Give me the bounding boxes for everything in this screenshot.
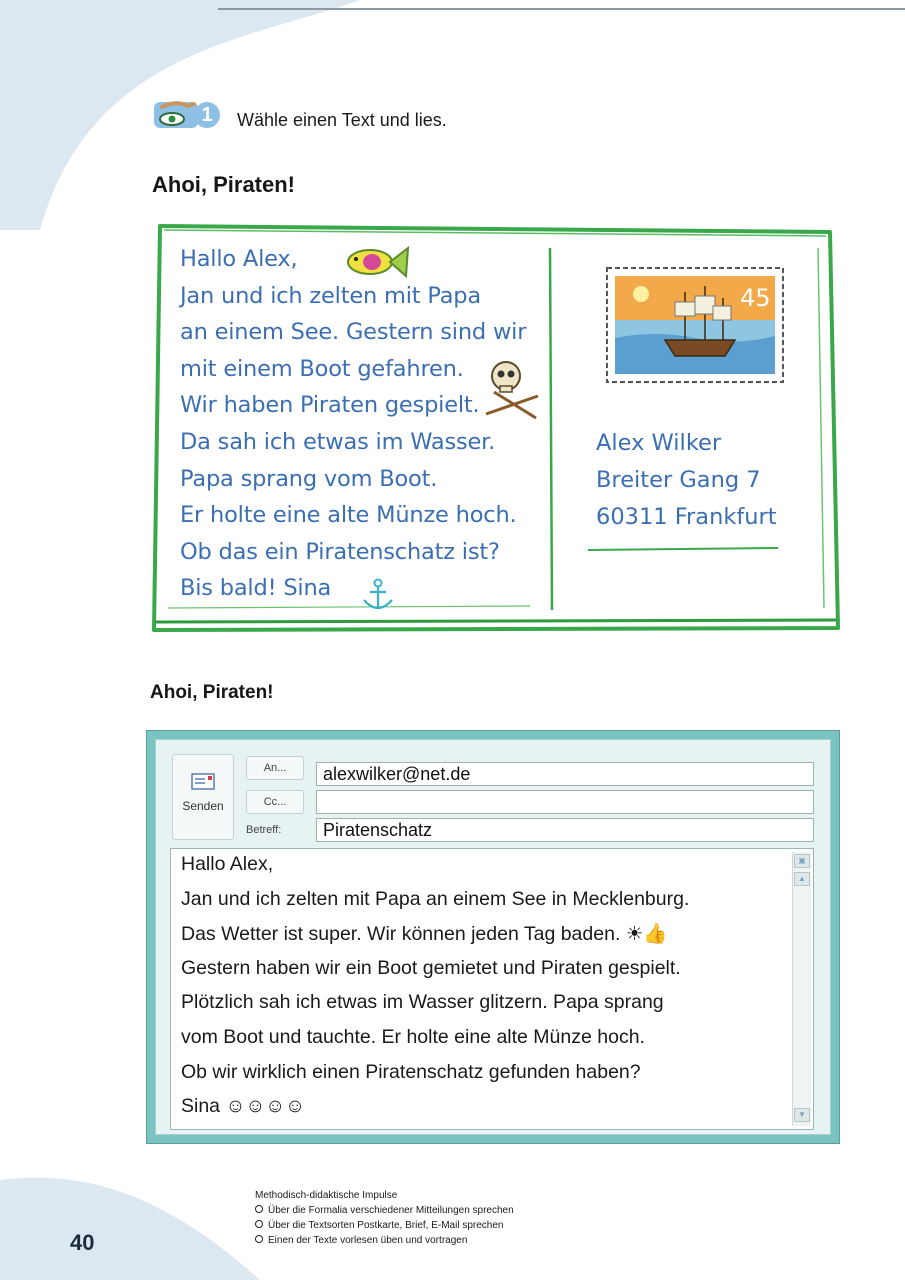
impulse-text: Über die Formalia verschiedener Mitteilungen sprechen: [268, 1205, 514, 1216]
postcard-line: Wir haben Piraten gespielt.: [180, 392, 480, 419]
postcard-line: Ob das ein Piratenschatz ist?: [180, 538, 500, 565]
postcard-line: an einem See. Gestern sind wir: [180, 319, 527, 346]
email-body-line: Sina ☺☺☺☺: [181, 1095, 306, 1118]
send-button[interactable]: [172, 754, 234, 840]
email-body-line: vom Boot und tauchte. Er holte eine alte Münze hoch.: [181, 1025, 645, 1048]
postcard: [150, 218, 840, 638]
email-body-line: Plötzlich sah ich etwas im Wasser glitzern. Papa sprang: [181, 991, 664, 1014]
postcard-line: Jan und ich zelten mit Papa: [180, 282, 481, 309]
postcard-line: Da sah ich etwas im Wasser.: [180, 428, 496, 455]
postcard-line: Bis bald! Sina: [180, 575, 332, 602]
email-body-line: Jan und ich zelten mit Papa an einem See in Mecklenburg.: [181, 887, 690, 910]
postcard-title: Ahoi, Piraten!: [152, 172, 296, 197]
email-body-line: Gestern haben wir ein Boot gemietet und Piraten gespielt.: [181, 956, 681, 979]
email-body-line: Ob wir wirklich einen Piratenschatz gefunden haben?: [181, 1060, 641, 1083]
page-number: 40: [70, 1230, 95, 1255]
address-line: Breiter Gang 7: [596, 467, 761, 493]
bullet-icon: [255, 1205, 263, 1213]
email-panel: [155, 739, 831, 1135]
scrollbar[interactable]: [792, 852, 811, 1126]
envelope-icon: [191, 771, 215, 791]
address-line: 60311 Frankfurt: [596, 504, 777, 530]
top-rule: [218, 8, 905, 10]
postcard-line: Er holte eine alte Münze hoch.: [180, 502, 517, 529]
cc-button[interactable]: Cc...: [246, 790, 304, 814]
didactic-impulses: [255, 1188, 514, 1248]
expand-icon[interactable]: ▣: [794, 854, 810, 868]
stamp-value: 45: [740, 284, 771, 312]
email-body-text: [181, 853, 689, 1130]
anchor-icon: [358, 578, 398, 612]
subject-label: Betreff:: [246, 824, 282, 836]
scroll-down-icon[interactable]: ▼: [794, 1108, 810, 1122]
to-field[interactable]: alexwilker@net.de: [316, 762, 814, 786]
postcard-address: [596, 430, 777, 541]
send-label: Senden: [182, 799, 224, 813]
corner-decoration-bottom: [0, 1150, 260, 1280]
email-title: Ahoi, Piraten!: [150, 682, 274, 703]
address-line: Alex Wilker: [596, 430, 722, 456]
scroll-up-icon[interactable]: ▲: [794, 872, 810, 886]
task-instruction: Wähle einen Text und lies.: [237, 110, 447, 130]
postcard-line: mit einem Boot gefahren.: [180, 355, 464, 382]
bullet-icon: [255, 1235, 263, 1243]
email-body-line: Das Wetter ist super. Wir können jeden Tag baden. ☀👍: [181, 923, 668, 946]
postcard-text: [180, 246, 526, 612]
impulse-text: Einen der Texte vorlesen üben und vortragen: [268, 1235, 468, 1246]
postcard-line: Papa sprang vom Boot.: [180, 465, 438, 492]
cc-field[interactable]: [316, 790, 814, 814]
email-body-line: Hallo Alex,: [181, 853, 274, 875]
impulse-item: [255, 1233, 514, 1248]
skull-crossbones-icon: [476, 356, 546, 426]
impulse-text: Über die Textsorten Postkarte, Brief, E-Mail sprechen: [268, 1220, 504, 1231]
email-body[interactable]: [170, 848, 814, 1130]
postcard-line: Hallo Alex,: [180, 246, 298, 272]
impulses-heading: Methodisch-didaktische Impulse: [255, 1190, 398, 1201]
task-number: 1: [194, 102, 220, 128]
subject-field[interactable]: Piratenschatz: [316, 818, 814, 842]
email-window: [146, 730, 840, 1144]
impulse-item: [255, 1203, 514, 1218]
fish-icon: [342, 240, 412, 280]
to-button[interactable]: An...: [246, 756, 304, 780]
impulse-item: [255, 1218, 514, 1233]
bullet-icon: [255, 1220, 263, 1228]
